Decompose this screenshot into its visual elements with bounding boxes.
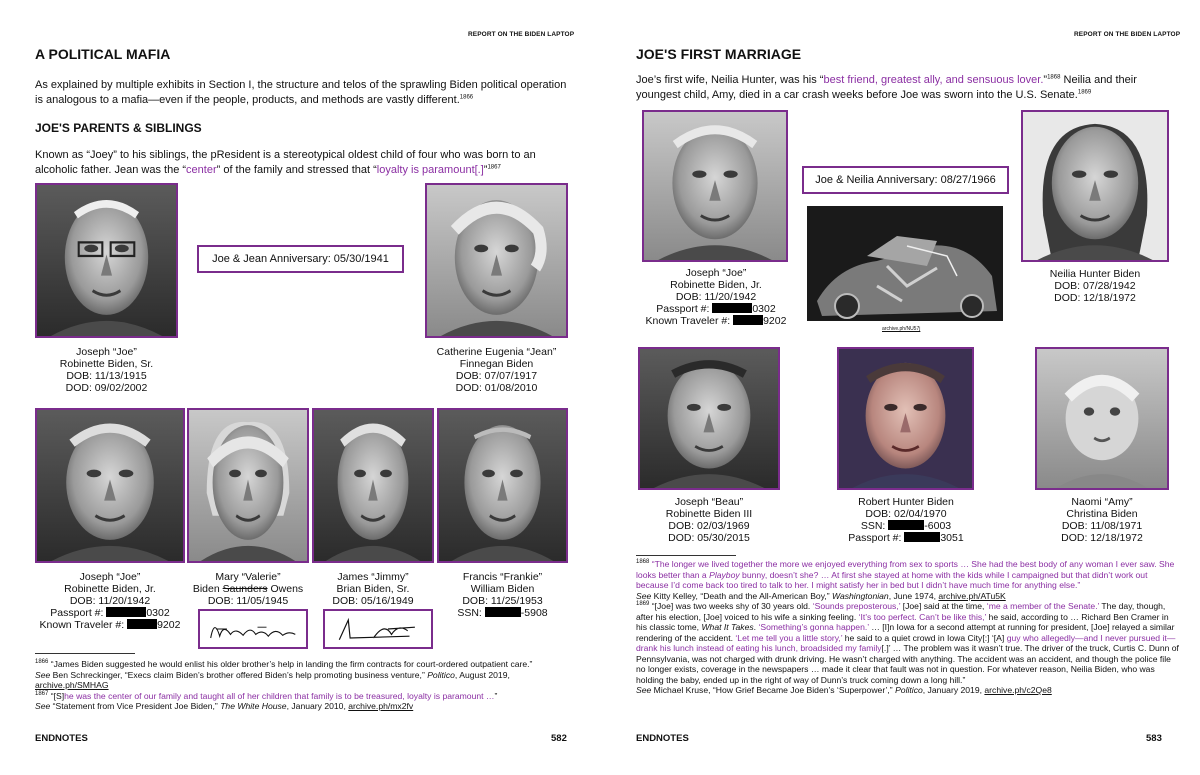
caption-hunter (826, 496, 986, 544)
caption-dob: DOB: 11/25/1953 (462, 595, 543, 607)
footnote-1867 (35, 691, 580, 702)
redaction-bar (888, 520, 924, 530)
crash-source-link[interactable]: archive.ph/NU57j (882, 326, 921, 332)
caption-line: Francis “Frankie” (462, 571, 543, 583)
footer-label: ENDNOTES (636, 733, 689, 744)
passport-label: Passport #: (50, 607, 104, 619)
footnote-1869-source (636, 685, 1181, 696)
caption-dob: DOB: 11/08/1971 (1061, 520, 1143, 532)
caption-known-traveler (30, 619, 190, 631)
source-date: , January 2010, (286, 701, 349, 711)
footnote-quote: ‘It’s too perfect. Can’t be like this,’ (858, 611, 987, 622)
endnote-ref-1867[interactable]: 1867 (487, 164, 501, 171)
caption-dob: DOB: 02/03/1969 (668, 520, 750, 532)
footnote-text: “[S] (48, 690, 65, 701)
caption-line: Christina Biden (1066, 508, 1138, 520)
caption-line: James “Jimmy” (337, 571, 409, 583)
caption-jean (410, 346, 583, 394)
subsection-title: JOE'S PARENTS & SIBLINGS (35, 121, 202, 135)
intro-paragraph (35, 78, 575, 108)
name-part: Owens (267, 583, 304, 595)
footnote-quote: ‘Something’s gonna happen.’ (758, 622, 869, 632)
intro-text: As explained by multiple exhibits in Section I, the structure and telos of the sprawling Biden political operation is analogous to a mafia—even if the people, products, and methods are vastly different. (35, 79, 567, 106)
caption-line: Robert Hunter Biden (858, 496, 954, 508)
passport-suffix: 0302 (146, 607, 170, 619)
signature-image (200, 611, 306, 647)
source-text: “Statement from Vice President Joe Biden,” (50, 701, 221, 711)
footnote-text: he said, according to … Richard Ben Cramer in his classic tome, (636, 611, 1169, 632)
caption-joe-sr (35, 346, 178, 394)
footnote-1866-source (35, 670, 580, 691)
caption-line: Joseph “Beau” (674, 496, 744, 508)
ssn-label: SSN: (457, 607, 482, 619)
para-text: Joe’s first wife, Neilia Hunter, was his “ (636, 74, 824, 86)
source-text: Kitty Kelley, “Death and the All-American Boy,” (651, 590, 832, 601)
see-label: See (636, 590, 652, 601)
caption-line: Neilia Hunter Biden (1049, 268, 1141, 280)
book-title: What It Takes (701, 622, 754, 632)
signature-jimmy (323, 609, 433, 649)
caption-line: Joseph “Joe” (685, 267, 747, 279)
footnote-1868 (636, 559, 1181, 591)
quote-lover: best friend, greatest ally, and sensuous lover. (823, 74, 1044, 86)
portrait-image (439, 410, 566, 561)
caption-joe-jr (30, 571, 190, 631)
para-text: Neilia and their youngest child, Amy, died in a car crash weeks before Joe was sworn into the U.S. Senate. (636, 74, 1137, 101)
kt-label: Known Traveler #: (39, 619, 125, 631)
footnote-quote: “The longer we lived together the more we enjoyed everything from sex to sports … She had the best body of any woman I ever saw. She looks better than a (636, 559, 1175, 580)
caption-dod: DOD: 12/18/1972 (1054, 292, 1136, 304)
section-title: JOE'S FIRST MARRIAGE (636, 46, 802, 62)
redaction-bar (733, 315, 763, 325)
source-date: , August 2019, (454, 669, 510, 680)
para-text: Known as “Joey” to his siblings, the pResident is a stereotypical oldest child of four who was born to an alcoholic father. Jean was the “ (35, 149, 536, 176)
quote-bracket: [.] (474, 164, 484, 176)
kt-suffix: 9202 (157, 619, 181, 631)
caption-joe-jr (636, 267, 796, 327)
portrait-image (37, 410, 183, 561)
caption-jimmy (312, 571, 434, 607)
caption-line: Finnegan Biden (459, 358, 534, 370)
source-date: , June 1974, (888, 590, 939, 601)
para-text: ” of the family and stressed that “ (216, 164, 377, 176)
para-text: ” (483, 164, 488, 176)
archive-link[interactable]: archive.ph/ATu5K (938, 590, 1006, 601)
caption-line: Mary “Valerie” (215, 571, 281, 583)
endnote-ref-1869[interactable]: 1869 (1077, 89, 1092, 96)
footnote-rule (35, 653, 135, 654)
signature-image (325, 611, 431, 647)
caption-line: William Biden (470, 583, 535, 595)
footnote-text: he said to a quiet crowd in Iowa City[:] ‘[A] (842, 632, 1007, 643)
publication: The White House (220, 701, 287, 711)
footnote-quote-italic: Playboy (709, 569, 740, 580)
photo-amy (1035, 347, 1169, 490)
caption-neilia (1015, 268, 1175, 304)
photo-frankie (437, 408, 568, 563)
caption-dob: DOB: 02/04/1970 (865, 508, 947, 520)
photo-joe-jr (642, 110, 788, 262)
redaction-bar (485, 607, 521, 617)
caption-dob: DOB: 05/16/1949 (332, 595, 414, 607)
anniversary-box: Joe & Jean Anniversary: 05/30/1941 (197, 245, 404, 273)
portrait-image (839, 349, 972, 488)
running-head: REPORT ON THE BIDEN LAPTOP (468, 31, 575, 38)
footnote-number: 1868 (636, 559, 650, 566)
caption-dod: DOD: 05/30/2015 (668, 532, 750, 544)
caption-line (187, 583, 309, 595)
caption-line: Robinette Biden III (665, 508, 753, 520)
caption-line: Robinette Biden, Sr. (59, 358, 154, 370)
ssn-label: SSN: (860, 520, 886, 532)
photo-hunter (837, 347, 974, 490)
footnote-rule (636, 555, 736, 556)
caption-line: Catherine Eugenia “Jean” (436, 346, 557, 358)
portrait-image (189, 410, 307, 561)
caption-dob: DOB: 11/20/1942 (69, 595, 151, 607)
caption-ssn (437, 607, 568, 619)
portrait-image (1023, 112, 1167, 260)
footnote-text: “James Biden suggested he would enlist his older brother’s help in landing the firm contracts for court-ordered outpatient care.” (48, 659, 533, 669)
source-date: , January 2019, (922, 685, 985, 695)
footnote-text: “[Joe] was two weeks shy of 30 years old. (649, 601, 813, 611)
photo-beau (638, 347, 780, 490)
footnote-quote: guy who allegedly—and I never pursued it—drank his lunch instead of eating his lunch, broadsided my family (636, 632, 1176, 653)
publication: Politico (895, 685, 923, 695)
caption-valerie (187, 571, 309, 607)
caption-line: Robinette Biden, Jr. (670, 279, 762, 291)
photo-crash (807, 206, 1003, 321)
passport-label: Passport #: (848, 532, 902, 544)
ssn-suffix: -6003 (924, 520, 952, 532)
photo-jean (425, 183, 568, 338)
footnote-text: The day, though, after his election, [Joe] voiced to his wife a sinking feeling. (636, 601, 1166, 622)
caption-dob: DOB: 07/07/1917 (455, 370, 538, 382)
footnote-text: . (753, 622, 759, 632)
footnote-quote: ‘me a member of the Senate.’ (986, 601, 1100, 611)
publication: Washingtonian (832, 590, 889, 601)
footnote-number: 1866 (35, 659, 49, 666)
footnotes-left (35, 659, 580, 712)
archive-link[interactable]: archive.ph/c2Qe8 (984, 685, 1052, 695)
page-number: 582 (551, 733, 567, 744)
archive-link[interactable]: archive.ph/mx2fv (348, 701, 414, 711)
see-label: See (636, 685, 652, 695)
footnote-quote: ‘Sounds preposterous,’ (812, 601, 901, 611)
redaction-bar (712, 303, 752, 313)
caption-frankie (437, 571, 568, 619)
publication: Politico (427, 669, 455, 680)
redaction-bar (904, 532, 940, 542)
portrait-image (37, 185, 176, 336)
caption-dob: DOB: 11/05/1945 (207, 595, 289, 607)
caption-dod: DOD: 09/02/2002 (65, 382, 148, 394)
caption-known-traveler (636, 315, 796, 327)
footnote-number: 1867 (35, 690, 49, 697)
name-part: Biden (192, 583, 223, 595)
photo-joe-jr (35, 408, 185, 563)
source-text: Ben Schreckinger, “Execs claim Biden’s brother offered Biden’s help promoting business venture,” (50, 669, 428, 680)
anniversary-box: Joe & Neilia Anniversary: 08/27/1966 (802, 166, 1009, 194)
footnote-1866 (35, 659, 580, 670)
passport-label: Passport #: (656, 303, 710, 315)
footnote-1867-source (35, 701, 580, 712)
caption-dob: DOB: 11/13/1915 (66, 370, 147, 382)
caption-line: Joseph “Joe” (76, 346, 137, 358)
page-number: 583 (1146, 733, 1162, 744)
caption-line: Robinette Biden, Jr. (64, 583, 156, 595)
see-label: See (35, 669, 51, 680)
caption-dod: DOD: 01/08/2010 (455, 382, 538, 394)
footnote-1868-source (636, 591, 1181, 602)
photo-neilia (1021, 110, 1169, 262)
caption-beau (629, 496, 789, 544)
photo-valerie (187, 408, 309, 563)
footer-label: ENDNOTES (35, 733, 88, 744)
photo-jimmy (312, 408, 434, 563)
endnote-ref-1868[interactable]: 1868 (1047, 74, 1061, 81)
passport-suffix: 0302 (752, 303, 776, 315)
footnote-quote: he was the center of our family and taught all of her children that family is to be treasured, loyalty is paramount … (64, 690, 495, 701)
passport-suffix: 3051 (940, 532, 964, 544)
para-text: ” (1043, 74, 1048, 86)
caption-line: Joseph “Joe” (79, 571, 141, 583)
portrait-image (427, 185, 566, 336)
ssn-suffix: -5908 (520, 607, 548, 619)
footnotes-right (636, 559, 1181, 696)
struck-name: Saunders (222, 583, 268, 595)
caption-passport (30, 607, 190, 619)
signature-valerie (198, 609, 308, 649)
quote-center: center (186, 164, 217, 176)
portrait-image (644, 112, 786, 260)
page-583 (600, 0, 1200, 775)
caption-amy (1022, 496, 1182, 544)
footnote-number: 1869 (636, 601, 650, 608)
portrait-image (1037, 349, 1167, 488)
portrait-image (640, 349, 778, 488)
caption-line: Brian Biden, Sr. (336, 583, 410, 595)
caption-dod: DOD: 12/18/1972 (1061, 532, 1143, 544)
footnote-1869 (636, 601, 1181, 685)
caption-dob: DOB: 11/20/1942 (675, 291, 757, 303)
caption-dob: DOB: 07/28/1942 (1054, 280, 1136, 292)
redaction-bar (127, 619, 157, 629)
footnote-text: ” (494, 690, 498, 701)
section-title: A POLITICAL MAFIA (35, 46, 171, 62)
footnote-quote: bunny, doesn’t she? … At first she stayed at home with the kids while I campaigned but that didn’t work out because I’d come back too tired to talk to her. I might satisfy her in bed but I didn’t have much time for anything else.” (636, 569, 1148, 590)
siblings-paragraph (35, 148, 575, 178)
photo-joe-sr (35, 183, 178, 338)
quote-loyalty: loyalty is paramount (376, 164, 475, 176)
footnote-text: [Joe] said at the time, (900, 601, 987, 611)
running-head: REPORT ON THE BIDEN LAPTOP (1074, 31, 1181, 38)
kt-label: Known Traveler #: (645, 315, 731, 327)
caption-passport (826, 532, 986, 544)
archive-link[interactable]: archive.ph/SMHAG (35, 680, 109, 690)
crash-image (807, 206, 1003, 321)
footnote-text: [.]’ … The problem was it wasn’t true. The driver of the truck, Curtis C. Dunn of Pennsylvania, was not charged with drunk driving. He wasn’t charged with anything. The accident was an accident, and though the police file no longer exists, coverage in the newspapers … made it clear that fault was not in question. For whatever reason, Neilia Biden, who was holding the baby, ended up in the right of way of Dunn’s truck coming down a long hill.” (636, 643, 1179, 685)
portrait-image (314, 410, 432, 561)
caption-passport (636, 303, 796, 315)
redaction-bar (106, 607, 146, 617)
footnote-quote: ‘Let me tell you a little story,’ (735, 632, 843, 643)
see-label: See (35, 701, 51, 711)
kt-suffix: 9202 (763, 315, 787, 327)
caption-ssn (826, 520, 986, 532)
endnote-ref-1866[interactable]: 1866 (459, 94, 474, 101)
footnote-text: … [I]n Iowa for a second attempt at running for president, [Joe] relayed a similar rendering of the accident. (636, 622, 1175, 643)
caption-line: Naomi “Amy” (1071, 496, 1133, 508)
source-text: Michael Kruse, “How Grief Became Joe Biden’s ‘Superpower’,” (651, 685, 896, 695)
marriage-paragraph (636, 73, 1181, 103)
